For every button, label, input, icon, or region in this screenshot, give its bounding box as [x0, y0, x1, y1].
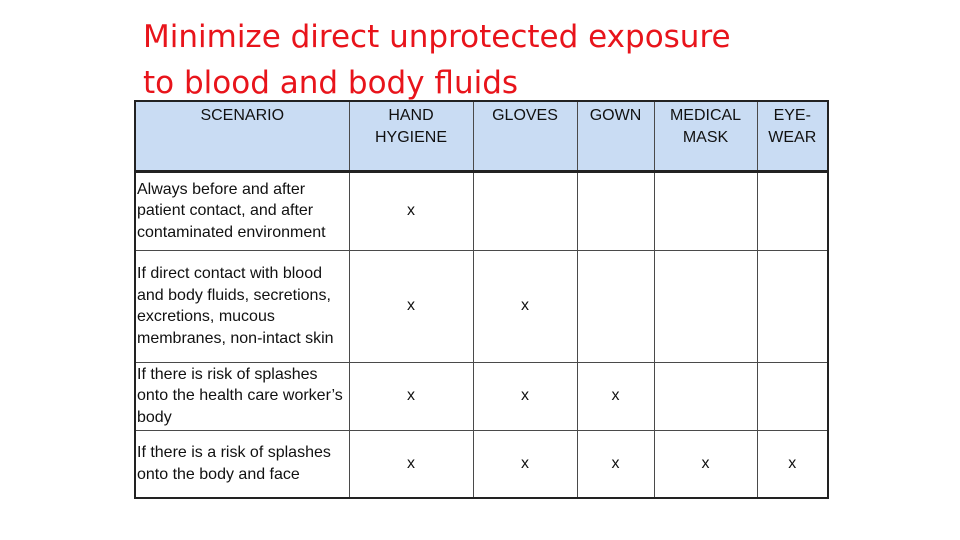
hand-hygiene-mark: x	[349, 250, 473, 362]
medical-mask-mark: x	[654, 430, 757, 498]
header-gloves: GLOVES	[473, 101, 577, 171]
gown-mark: x	[577, 362, 654, 430]
hand-hygiene-mark: x	[349, 362, 473, 430]
scenario-cell: Always before and after patient contact, and after contaminated environment	[135, 171, 349, 250]
hand-hygiene-mark: x	[349, 171, 473, 250]
slide-title: Minimize direct unprotected exposure to blood and body fluids	[143, 19, 731, 101]
gloves-mark: x	[473, 430, 577, 498]
eyewear-mark	[757, 250, 828, 362]
table-row	[135, 362, 828, 430]
scenario-cell: If there is a risk of splashes onto the body and face	[135, 430, 349, 498]
gown-mark: x	[577, 430, 654, 498]
hand-hygiene-mark: x	[349, 430, 473, 498]
table-row	[135, 171, 828, 250]
scenario-cell: If there is risk of splashes onto the health care worker’s body	[135, 362, 349, 430]
medical-mask-mark	[654, 362, 757, 430]
ppe-table	[134, 100, 829, 499]
eyewear-mark: x	[757, 430, 828, 498]
header-scenario: SCENARIO	[135, 101, 349, 171]
gloves-mark: x	[473, 362, 577, 430]
header-medical-mask: MEDICAL MASK	[654, 101, 757, 171]
scenario-cell: If direct contact with blood and body fluids, secretions, excretions, mucous membranes, non-intact skin	[135, 250, 349, 362]
gloves-mark: x	[473, 250, 577, 362]
header-gown: GOWN	[577, 101, 654, 171]
eyewear-mark	[757, 171, 828, 250]
header-row	[135, 101, 828, 171]
header-eyewear: EYE- WEAR	[757, 101, 828, 171]
medical-mask-mark	[654, 250, 757, 362]
table-row	[135, 250, 828, 362]
gown-mark	[577, 171, 654, 250]
gown-mark	[577, 250, 654, 362]
header-hand-hygiene: HAND HYGIENE	[349, 101, 473, 171]
eyewear-mark	[757, 362, 828, 430]
table-row	[135, 430, 828, 498]
medical-mask-mark	[654, 171, 757, 250]
gloves-mark	[473, 171, 577, 250]
